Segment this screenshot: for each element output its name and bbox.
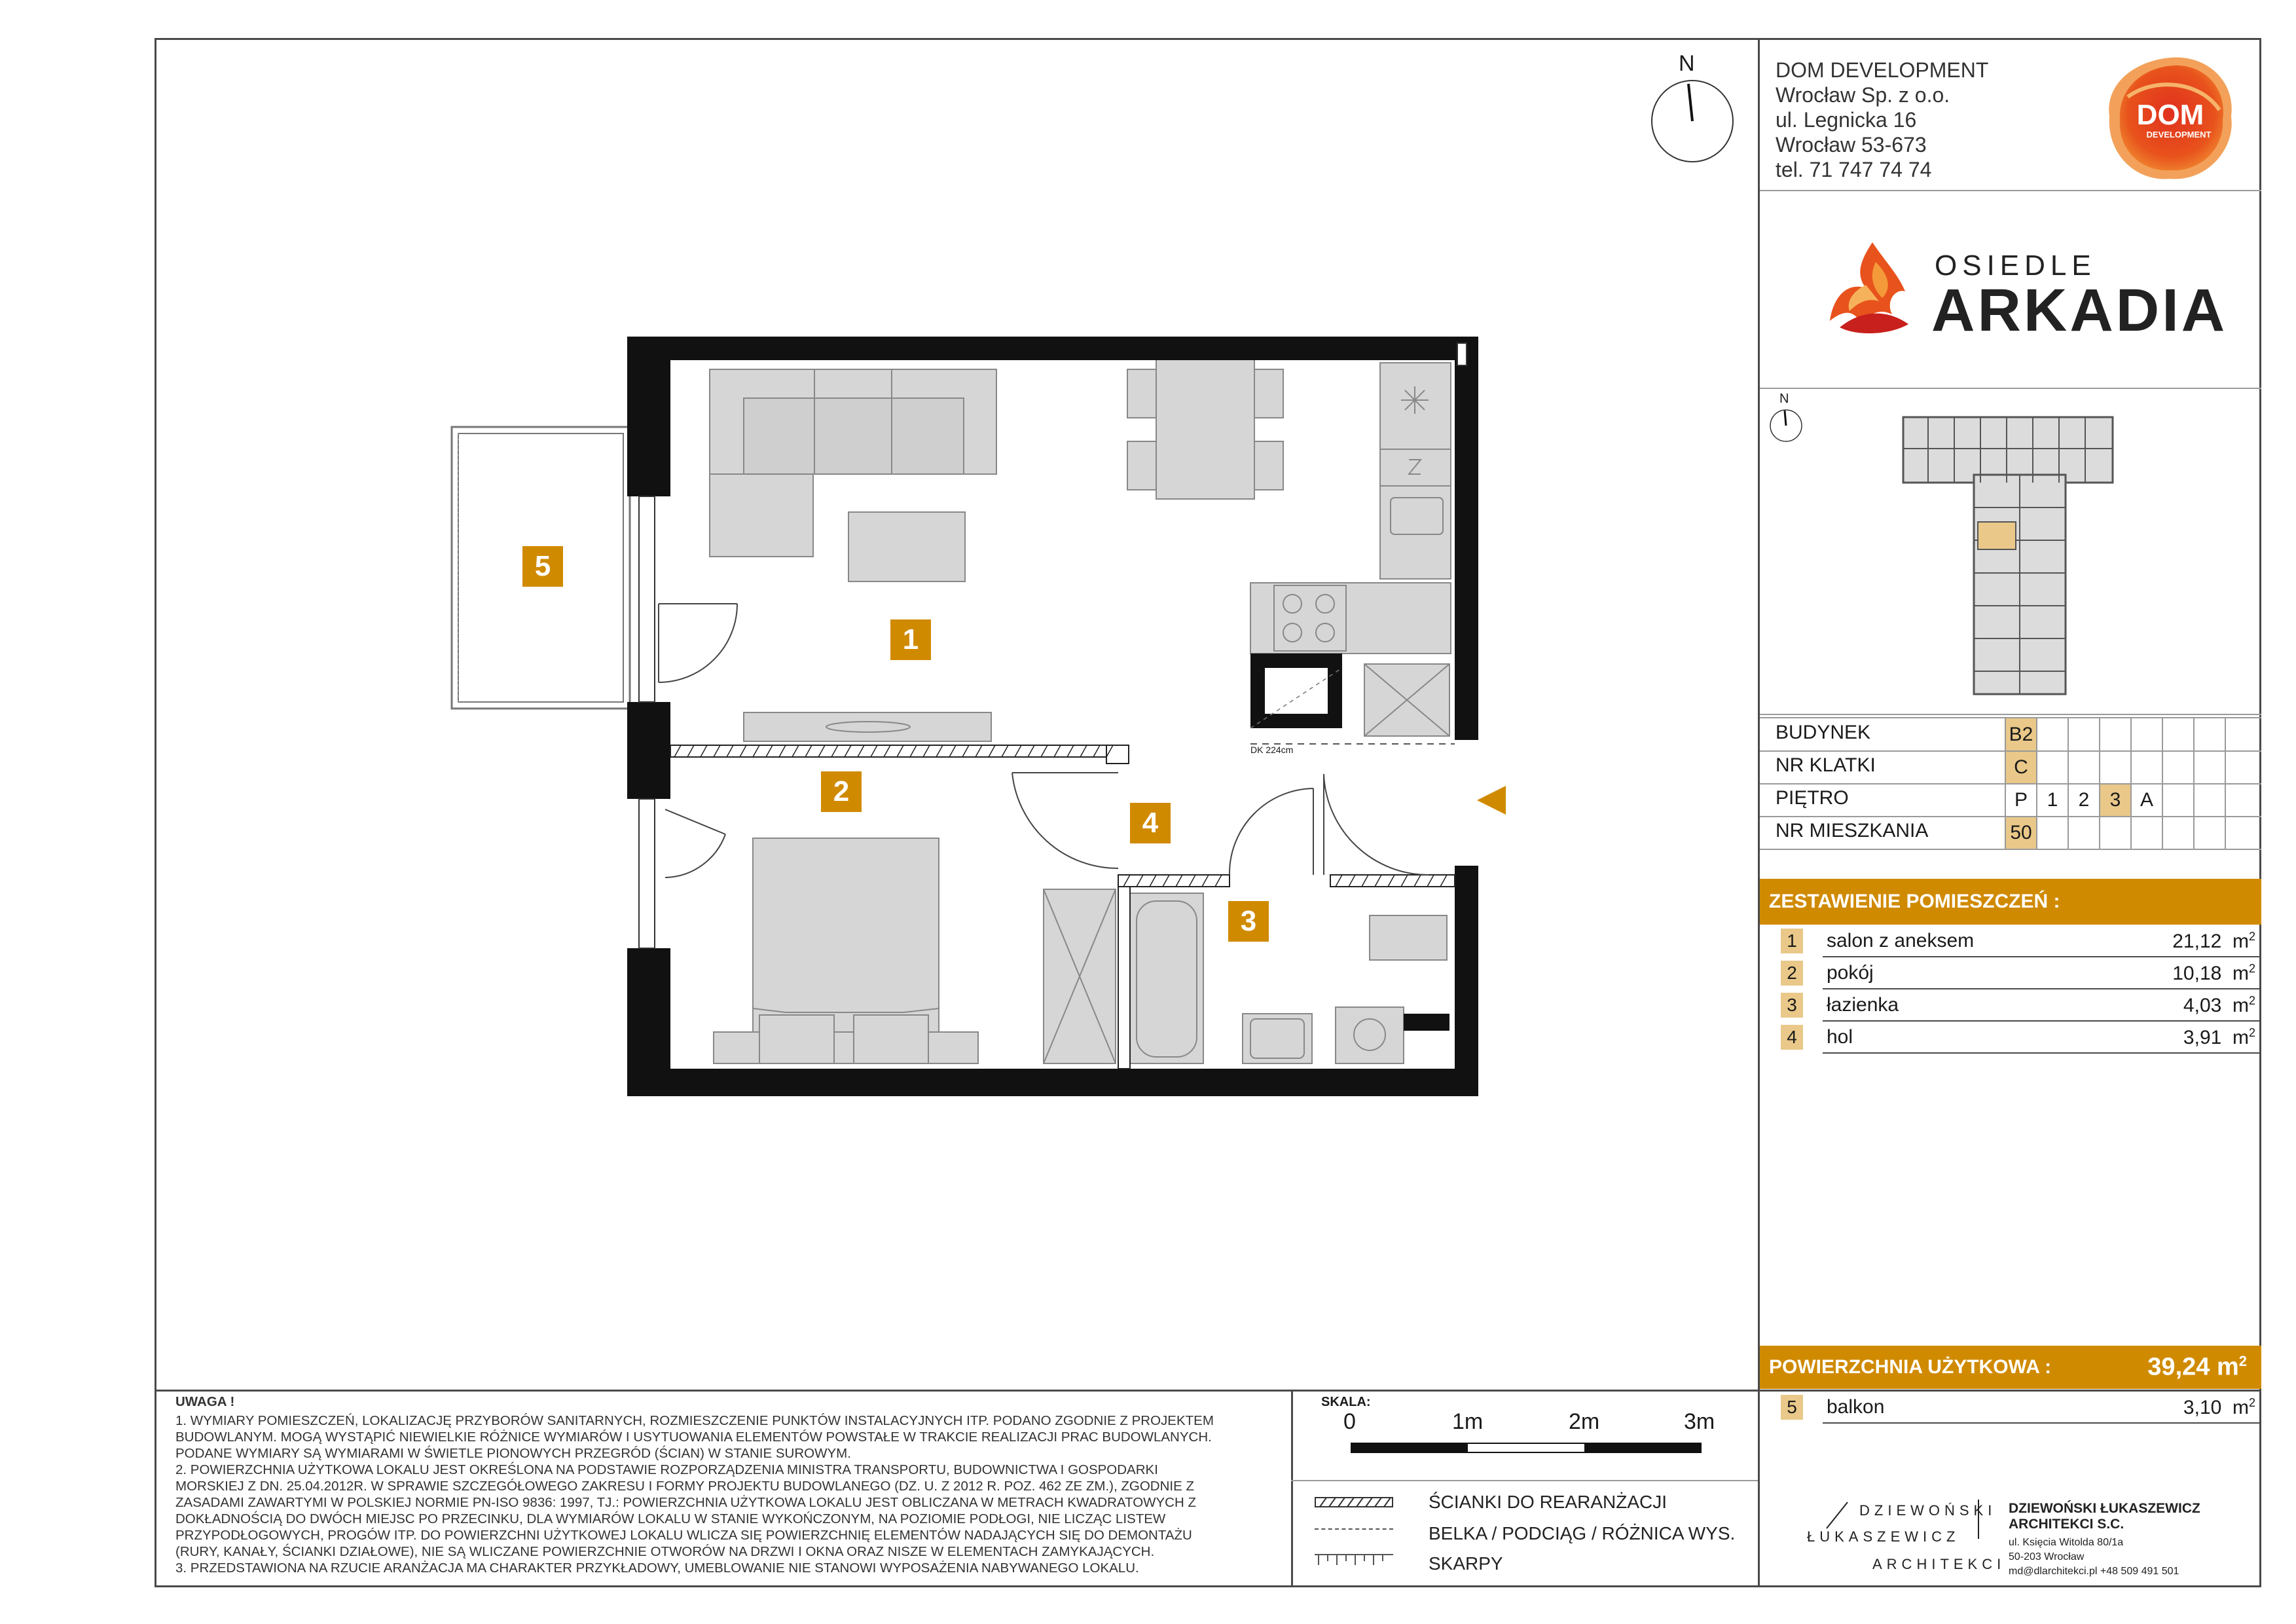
note-line: PODANE WYMIARY SĄ WYMIARAMI W ŚWIETLE PIONOWYCH PRZEGRÓD (ŚCIAN) W STANIE SUROWYM. [175,1446,851,1461]
company-phone: tel. 71 747 74 74 [1776,158,1932,181]
legend-rearrangeable-walls: ŚCIANKI DO REARANŻACJI [1429,1492,1667,1512]
project-line1: OSIEDLE [1935,249,2096,282]
nightstand [854,1015,928,1063]
wall-right-upper [1455,337,1478,740]
scale-bar [1351,1443,1702,1453]
architect-contact: md@dlarchitekci.pl +48 509 491 501 [2009,1566,2179,1577]
sofa-chaise [710,474,813,557]
floor-a: A [2140,789,2153,811]
architect-address2: 50-203 Wrocław [2009,1551,2085,1562]
location-compass [1768,392,1807,444]
logo-dom-text: DOM [2136,99,2204,131]
mieszkanie-value: 50 [2006,817,2036,849]
tv-stand [744,712,991,741]
architect-logo-line3: ARCHITEKCI [1872,1556,2006,1572]
notes-title: UWAGA ! [175,1394,235,1409]
location-north-letter: N [1779,392,1789,406]
washbasin [1243,1014,1312,1063]
chair [1254,369,1283,418]
floor-3-selected: 3 [2100,784,2130,816]
wall-left-upper [627,337,670,496]
room-area: 3,91 $m^2$ [2183,1026,2255,1048]
mieszkanie-label: NR MIESZKANIA [1776,820,1929,841]
washing-machine [1336,1007,1404,1063]
note-line: 2. POWIERZCHNIA UŻYTKOWA LOKALU JEST OKREŚLONA NA PODSTAWIE ROZPORZĄDZENIA MINISTRA TRANSPORTU, BUDOWNICTWA I GOSPODARKI [175,1462,1158,1477]
architect-logo [1807,1493,2006,1578]
klatka-label: NR KLATKI [1776,754,1876,776]
header-divider [1760,190,2261,191]
scale-tick-0: 0 [1343,1409,1356,1434]
floor-plan [0,0,1571,1113]
scale-tick-3: 3m [1684,1409,1715,1434]
dk-note: DK 224cm [1250,745,1294,755]
dining-table [1156,359,1254,499]
architect-address1: ul. Księcia Witolda 80/1a [2009,1537,2124,1548]
toilet [1370,915,1447,960]
chair [1127,441,1156,490]
dom-development-logo [2102,51,2239,189]
legend-dash-symbol [1315,1528,1393,1530]
architect-logo-line2: ŁUKASZEWICZ [1807,1528,1960,1545]
building-key-plan [1902,409,2118,697]
company-line2: Wrocław Sp. z o.o. [1776,83,1950,107]
company-city: Wrocław 53-673 [1776,133,1927,157]
notes-block [175,1393,1262,1576]
legend-top-line [1291,1480,1758,1481]
usable-area-banner [1760,1346,2261,1389]
budynek-label: BUDYNEK [1776,722,1871,743]
chair [1127,369,1156,418]
room-num: 4 [1781,1025,1803,1050]
legend-slope-symbol [1315,1553,1393,1571]
room-label-4: 4 [1130,803,1171,843]
note-line: 1. WYMIARY POMIESZCZEŃ, LOKALIZACJĘ PRZYBORÓW SANITARNYCH, ROZMIESZCZENIE PUNKTÓW INSTALACYJNYCH ITP. PODANO ZGODNIE Z PROJEKTEM [175,1413,1214,1428]
bathtub [1130,893,1203,1063]
wall-bottom [627,1069,1478,1096]
wall-right-lower [1455,866,1478,1096]
room-label-1: 1 [890,619,931,660]
window [639,799,655,948]
company-info [1776,58,1988,182]
compass-north-letter: N [1679,51,1695,76]
company-name: DOM DEVELOPMENT [1776,58,1989,82]
company-street: ul. Legnicka 16 [1776,108,1917,132]
room-name: salon z aneksem [1827,930,1975,951]
project-line2: ARKADIA [1931,277,2228,344]
legend-beam: BELKA / PODCIĄG / RÓŻNICA WYS. [1429,1523,1736,1543]
balcony-area: 3,10 $m^2$ [2183,1396,2255,1418]
room-name: hol [1827,1026,1853,1048]
room-label-3: 3 [1228,901,1269,942]
note-line: 3. PRZEDSTAWIONA NA RZUCIE ARANŻACJA MA CHARAKTER PRZYKŁADOWY, UMEBLOWANIE NIE STANOWI WYPOSAŻENIA NABYWANEGO LOKALU. [175,1560,1139,1576]
note-line: BUDOWLANYM. MOGĄ WYSTĄPIĆ NIEWIELKIE RÓŻNICE WYMIARÓW I USYTUOWANIA ELEMENTÓW POWSTAŁE W TRAKCIE REALIZACJI PRAC BUDOWLANYCH. [175,1430,1212,1445]
chair [1254,441,1283,490]
scale-tick-2: 2m [1569,1409,1600,1434]
room-num: 3 [1781,993,1803,1018]
room-label-2: 2 [821,771,862,812]
room-area: 21,12 $m^2$ [2172,930,2255,952]
legend-hatch-symbol [1315,1496,1393,1513]
nightstand [759,1015,834,1063]
window [639,496,655,702]
wall-left-middle [627,702,670,799]
notes-divider [1291,1390,1293,1587]
rooms-heading: ZESTAWIENIE POMIESZCZEŃ : [1760,879,2261,925]
room-num: 1 [1781,929,1803,953]
usable-area-label: POWIERZCHNIA UŻYTKOWA : [1769,1356,2052,1378]
north-compass [1650,51,1735,166]
floor-p: P [2014,789,2028,811]
entrance-arrow [1477,786,1506,815]
coffee-table [848,512,965,581]
room-name: łazienka [1827,994,1899,1016]
budynek-value: B2 [2006,718,2036,750]
usable-area-value: 39,24 $m^2$ [2147,1353,2247,1381]
notes-top-border [155,1390,2261,1392]
project-divider [1760,388,2261,389]
arkadia-logo [1820,236,2226,347]
window [1457,343,1467,365]
note-line: PRZYPODŁOGOWYCH, PROGÓW ITP. DO POWIERZCHNI UŻYTKOWEJ LOKALU WLICZA SIĘ POWIERZCHNIĘ ELEMENTÓW NADAJĄCYCH SIĘ DO DEMONTAŻU [175,1528,1192,1543]
room-area: 4,03 $m^2$ [2183,994,2255,1016]
room-label-5: 5 [522,546,563,587]
room-num: 2 [1781,961,1803,986]
room-name: pokój [1827,962,1874,984]
room-area: 10,18 $m^2$ [2172,962,2255,984]
scale-title: SKALA: [1321,1395,1371,1409]
architect-name1: DZIEWOŃSKI ŁUKASZEWICZ [2009,1501,2200,1516]
floor-1: 1 [2047,789,2058,811]
legend-slopes: SKARPY [1429,1553,1503,1574]
note-line: MORSKIEJ Z DN. 25.04.2012R. W SPRAWIE SZCZEGÓŁOWEGO ZAKRESU I FORMY PROJEKTU BUDOWLANEGO (DZ. U. Z 2012 R. POZ. 462 ZE ZM.), ZGODNIE Z [175,1479,1194,1494]
note-line: DOKŁADNOŚCIĄ DO DWÓCH MIEJSC PO PRZECINKU, DLA WYMIARÓW LOKALU W STANIE WYKOŃCZONYM, NA POZIOMIE PODŁOGI, NIE LICZĄC LISTEW [175,1511,1166,1526]
floor-2: 2 [2078,789,2090,811]
pietro-label: PIĘTRO [1776,787,1849,809]
scale-tick-1: 1m [1452,1409,1484,1434]
cooktop [1274,585,1346,651]
klatka-value: C [2006,752,2036,783]
logo-development-text: DEVELOPMENT [2146,130,2212,139]
note-line: ZASADAMI ZAWARTYMI W POLSKIEJ NORMIE PN-ISO 9836: 1997, TJ.: POWIERZCHNIA UŻYTKOWA LOKALU JEST OBLICZANA W METRACH KWADRATOWYCH Z [175,1495,1197,1510]
architect-name2: ARCHITEKCI S.C. [2009,1517,2124,1532]
partition-bath [1118,875,1130,1069]
location-divider [1760,714,2261,715]
architect-logo-line1: DZIEWOŃSKI [1859,1502,1997,1519]
kitchen-cabinet [1380,449,1451,486]
scale-divider [1758,1390,1760,1587]
note-line: (RURY, KANAŁY, ŚCIANKI DZIAŁOWE), NIE SĄ WLICZANE POWIERZCHNIE OTWORÓW NA DRZWI I OKNA ORAZ NISZE W ELEMENTACH ZAMYKAJĄCYCH. [175,1544,1155,1559]
wall-top [627,337,1478,360]
balcony-name: balkon [1827,1396,1885,1418]
balcony-num: 5 [1781,1395,1803,1420]
